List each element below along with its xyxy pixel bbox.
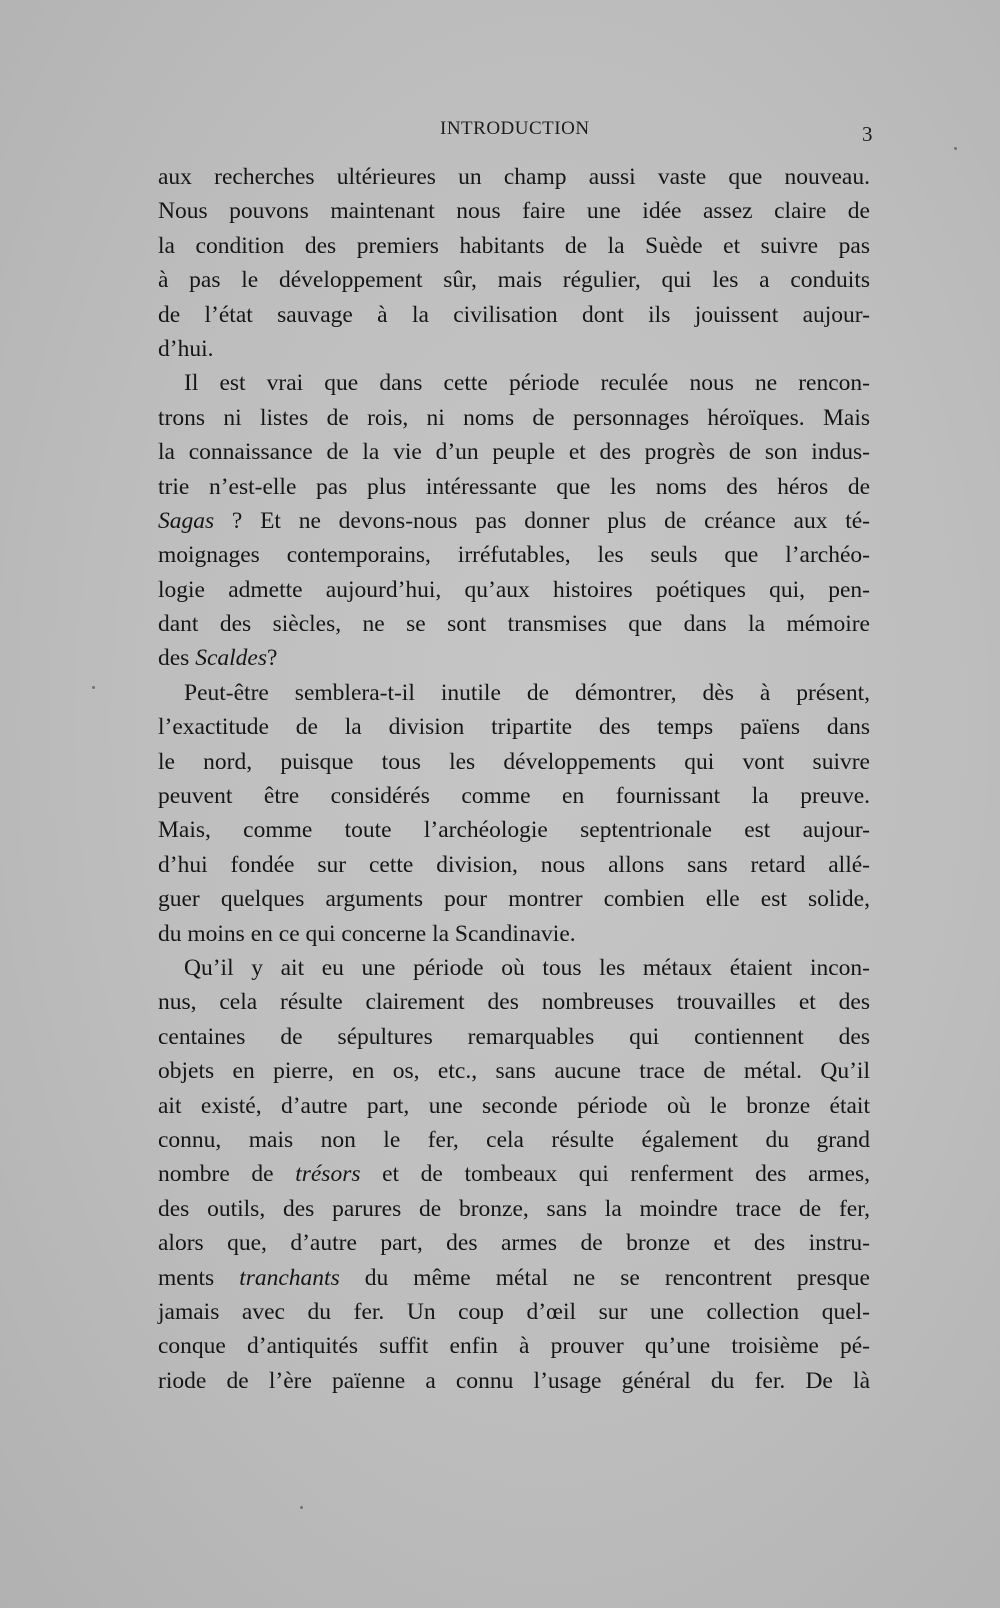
paragraph-2 bbox=[158, 366, 870, 676]
text-line: logie admette aujourd’hui, qu’aux histoires poétiques qui, pen- bbox=[158, 576, 870, 603]
text-run: du même métal ne se rencontrent presque bbox=[339, 1264, 870, 1291]
text-line: jamais avec du fer. Un coup d’œil sur une collection quel- bbox=[158, 1298, 870, 1325]
text-line: objets en pierre, en os, etc., sans aucune trace de métal. Qu’il bbox=[158, 1058, 870, 1085]
text-line: des outils, des parures de bronze, sans la moindre trace de fer, bbox=[158, 1195, 870, 1222]
text-line: Peut-être semblera-t-il inutile de démontrer, dès à présent, bbox=[184, 679, 870, 706]
text-line: Qu’il y ait eu une période où tous les métaux étaient incon- bbox=[184, 954, 870, 981]
text-line: alors que, d’autre part, des armes de bronze et des instru- bbox=[158, 1230, 870, 1257]
text-run: et de tombeaux qui renferment des armes, bbox=[360, 1161, 871, 1188]
text-run: ments bbox=[158, 1264, 240, 1291]
paragraph-4 bbox=[158, 951, 870, 1398]
text-line: la connaissance de la vie d’un peuple et des progrès de son indus- bbox=[158, 439, 870, 466]
paragraph-3 bbox=[158, 676, 870, 951]
text-line: nus, cela résulte clairement des nombreuses trouvailles et des bbox=[158, 989, 870, 1016]
text-line: le nord, puisque tous les développements qui vont suivre bbox=[158, 748, 870, 775]
text-line: la condition des premiers habitants de la Suède et suivre pas bbox=[158, 232, 870, 259]
page-number: 3 bbox=[862, 122, 873, 146]
text-line: guer quelques arguments pour montrer combien elle est solide, bbox=[158, 886, 870, 913]
text-line: Il est vrai que dans cette période reculée nous ne rencon- bbox=[184, 370, 870, 397]
text-line: trie n’est-elle pas plus intéressante que les noms des héros de bbox=[158, 473, 870, 500]
text-line: Mais, comme toute l’archéologie septentrionale est aujour- bbox=[158, 817, 870, 844]
italic-term: Sagas bbox=[158, 507, 215, 534]
text-line: de l’état sauvage à la civilisation dont ils jouissent aujour- bbox=[158, 301, 870, 328]
italic-term: trésors bbox=[295, 1161, 361, 1188]
text-line: à pas le développement sûr, mais régulier, qui les a conduits bbox=[158, 267, 870, 294]
text-line: du moins en ce qui concerne la Scandinavie. bbox=[158, 920, 576, 947]
text-line: conque d’antiquités suffit enfin à prouver qu’une troisième pé- bbox=[158, 1333, 870, 1360]
text-line bbox=[158, 1261, 870, 1295]
text-line: dant des siècles, ne se sont transmises que dans la mémoire bbox=[158, 611, 870, 638]
text-line bbox=[158, 504, 870, 538]
text-line bbox=[158, 641, 870, 675]
text-line: ait existé, d’autre part, une seconde période où le bronze était bbox=[158, 1092, 870, 1119]
running-head: INTRODUCTION bbox=[440, 118, 590, 139]
scan-speck bbox=[92, 686, 95, 689]
text-line: d’hui fondée sur cette division, nous allons sans retard allé- bbox=[158, 851, 870, 878]
text-line bbox=[158, 1157, 870, 1191]
italic-term: tranchants bbox=[239, 1264, 340, 1291]
scan-speck bbox=[300, 1506, 303, 1509]
text-line: aux recherches ultérieures un champ aussi vaste que nouveau. bbox=[158, 164, 870, 190]
text-line: Nous pouvons maintenant nous faire une idée assez claire de bbox=[158, 198, 870, 225]
text-line: moignages contemporains, irréfutables, les seuls que l’archéo- bbox=[158, 542, 870, 569]
text-line: connu, mais non le fer, cela résulte également du grand bbox=[158, 1126, 870, 1153]
text-line: riode de l’ère païenne a connu l’usage général du fer. De là bbox=[158, 1367, 870, 1394]
text-line: trons ni listes de rois, ni noms de personnages héroïques. Mais bbox=[158, 404, 870, 431]
text-line: centaines de sépultures remarquables qui contiennent des bbox=[158, 1023, 870, 1050]
text-line: l’exactitude de la division tripartite des temps païens dans bbox=[158, 714, 870, 741]
text-run: ? bbox=[267, 645, 278, 672]
text-run: des bbox=[158, 645, 196, 672]
text-line: peuvent être considérés comme en fournissant la preuve. bbox=[158, 783, 870, 810]
paragraph-1 bbox=[158, 160, 870, 366]
scan-speck bbox=[954, 147, 957, 150]
body-text bbox=[158, 160, 870, 1398]
text-run: ? Et ne devons-nous pas donner plus de créance aux té- bbox=[214, 507, 870, 534]
italic-term: Scaldes bbox=[195, 645, 267, 672]
text-run: nombre de bbox=[158, 1161, 296, 1188]
text-line: d’hui. bbox=[158, 335, 214, 362]
